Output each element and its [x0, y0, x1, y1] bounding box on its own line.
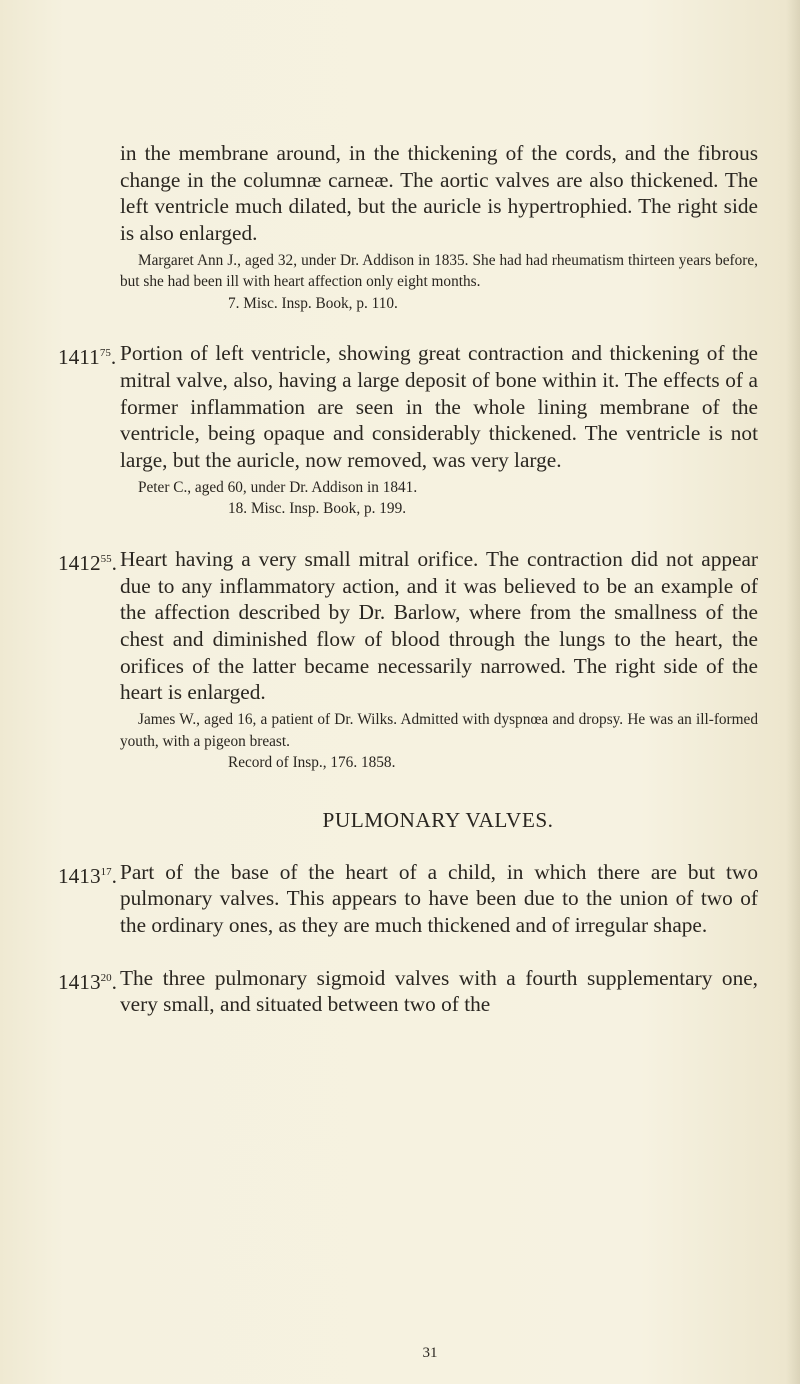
entry-note: Peter C., aged 60, under Dr. Addison in 1841. — [138, 478, 418, 496]
continuation-ref: 7. Misc. Insp. Book, p. 110. — [228, 294, 398, 312]
page-number: 31 — [422, 1345, 438, 1361]
entry-number: 1412$^{55}$. — [58, 550, 117, 575]
page-content — [58, 140, 758, 1018]
continuation-note: Margaret Ann J., aged 32, under Dr. Addison in 1835. She had had rheumatism thirteen years before, but she had been ill with heart affection only eight months. — [120, 251, 758, 291]
entry-number: 1413$^{17}$. — [58, 863, 117, 888]
catalogue-entry-1413-17 — [58, 859, 758, 939]
entry-text: Part of the base of the heart of a child, in which there are but two pulmonary valves. This appears to have been due to the union of two of the ordinary ones, as they are much thickened and of irregular shape. — [120, 859, 758, 937]
entry-number: 1411$^{75}$. — [58, 345, 117, 370]
continuation-block — [120, 140, 758, 314]
entry-number: 1413$^{20}$. — [58, 969, 117, 994]
catalogue-entry-1411 — [58, 340, 758, 520]
entry-text: The three pulmonary sigmoid valves with a fourth supplementary one, very small, and situated between two of the — [120, 965, 758, 1017]
catalogue-entry-1413-20 — [58, 965, 758, 1018]
page-edge-shadow — [786, 0, 800, 1384]
section-heading: PULMONARY VALVES. — [322, 807, 554, 832]
entry-body — [120, 546, 758, 774]
entry-body — [120, 965, 758, 1018]
entry-text: Portion of left ventricle, showing great contraction and thickening of the mitral valve, also, having a large deposit of bone within it. The effects of a former inflammation are seen in the whole lining membrane of the ventricle, being opaque and considerably thickened. The ventricle is not large, but the auricle, now removed, was very large. — [120, 341, 758, 473]
entry-text: Heart having a very small mitral orifice. The contraction did not appear due to any inflammatory action, and it was believed to be an example of the affection described by Dr. Barlow, where from the smallness of the chest and diminished flow of blood through the lungs to the heart, the orifices of the latter became necessarily narrowed. The right side of the heart is enlarged. — [120, 546, 758, 705]
entry-body — [120, 859, 758, 939]
entry-body — [120, 340, 758, 520]
catalogue-entry-1412 — [58, 546, 758, 774]
entry-note: James W., aged 16, a patient of Dr. Wilks. Admitted with dyspnœa and dropsy. He was an ill-formed youth, with a pigeon breast. — [120, 711, 758, 750]
entry-ref: Record of Insp., 176. 1858. — [228, 754, 396, 772]
entry-ref: 18. Misc. Insp. Book, p. 199. — [228, 500, 407, 518]
continuation-text: in the membrane around, in the thickening of the cords, and the fibrous change in the columnæ carneæ. The aortic valves are also thickened. The left ventricle much dilated, but the auricle is hypertrophied. The right side is also enlarged. — [120, 141, 758, 246]
